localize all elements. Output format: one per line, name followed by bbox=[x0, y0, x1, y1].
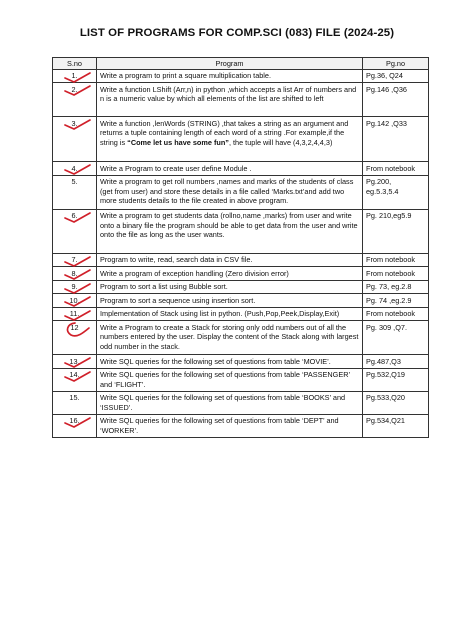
row-page-ref: From notebook bbox=[363, 307, 429, 321]
row-page-ref: Pg. 210,eg5.9 bbox=[363, 209, 429, 253]
row-program: Write a function LShift (Arr,n) in python ,which accepts a list Arr of numbers and n is a numeric value by which all elements of the list are shifted to left bbox=[97, 83, 363, 117]
row-sno bbox=[53, 162, 97, 176]
row-program: Write a Program to create user define Module . bbox=[97, 162, 363, 176]
row-sno bbox=[53, 307, 97, 321]
row-sno bbox=[53, 83, 97, 117]
page-header: Pg.no bbox=[363, 58, 429, 70]
row-sno-text: 5. bbox=[71, 177, 78, 186]
table-header-row bbox=[53, 58, 429, 70]
program-example-string: “Come let us have some fun” bbox=[127, 137, 229, 147]
row-sno bbox=[53, 253, 97, 267]
program-text: Write a function ,lenWords (STRING) ,that takes a string as an argument and returns a tuple containing length of each word of a string .For example,if the string is bbox=[100, 118, 349, 147]
row-program: Write SQL queries for the following set of questions from table ‘PASSENGER’ and ‘FLIGHT’. bbox=[97, 368, 363, 391]
table-row bbox=[53, 175, 429, 209]
row-sno bbox=[53, 209, 97, 253]
row-page-ref: From notebook bbox=[363, 267, 429, 281]
row-sno-text: 11. bbox=[69, 309, 80, 318]
row-sno bbox=[53, 69, 97, 83]
table-row bbox=[53, 83, 429, 117]
row-page-ref: From notebook bbox=[363, 162, 429, 176]
sno-header: S.no bbox=[53, 58, 97, 70]
row-program: Program to write, read, search data in CSV file. bbox=[97, 253, 363, 267]
row-page-ref: Pg.533,Q20 bbox=[363, 391, 429, 414]
row-sno-text: 9. bbox=[71, 282, 78, 291]
row-program: Write a program of exception handling (Zero division error) bbox=[97, 267, 363, 281]
row-sno-text: 12 bbox=[70, 322, 79, 332]
table-row bbox=[53, 162, 429, 176]
table-row bbox=[53, 69, 429, 83]
row-program: Write a Program to create a Stack for storing only odd numbers out of all the numbers entered by the user. Display the content of the Stack along with largest odd number in the stack. bbox=[97, 321, 363, 355]
row-sno bbox=[53, 414, 97, 437]
table-row bbox=[53, 368, 429, 391]
row-program: Write SQL queries for the following set of questions from table ‘BOOKS’ and ‘ISSUED’. bbox=[97, 391, 363, 414]
row-sno bbox=[53, 294, 97, 308]
row-program: Write a program to get students data (rollno,name ,marks) from user and write onto a binary file the program should be able to get data from the user and write onto the file as long as the user wants. bbox=[97, 209, 363, 253]
row-program: Implementation of Stack using list in python. (Push,Pop,Peek,Display,Exit) bbox=[97, 307, 363, 321]
document-title: LIST OF PROGRAMS FOR COMP.SCI (083) FILE (2024-25) bbox=[79, 27, 395, 39]
row-page-ref: From notebook bbox=[363, 253, 429, 267]
row-page-ref: Pg. 73, eg.2.8 bbox=[363, 280, 429, 294]
row-sno bbox=[53, 368, 97, 391]
row-page-ref: Pg.487,Q3 bbox=[363, 355, 429, 369]
table-row bbox=[53, 280, 429, 294]
row-sno bbox=[53, 175, 97, 209]
row-page-ref: Pg.36, Q24 bbox=[363, 69, 429, 83]
row-program: Program to sort a list using Bubble sort. bbox=[97, 280, 363, 294]
table-row bbox=[53, 294, 429, 308]
row-sno-text: 1. bbox=[71, 71, 78, 80]
table-row bbox=[53, 414, 429, 437]
row-sno bbox=[53, 355, 97, 369]
row-sno-text: 10. bbox=[69, 295, 80, 305]
table-row bbox=[53, 117, 429, 162]
table-row bbox=[53, 391, 429, 414]
row-sno-text: 2. bbox=[71, 84, 78, 94]
program-list-table bbox=[52, 57, 429, 438]
row-sno-text: 13. bbox=[69, 356, 80, 366]
row-sno bbox=[53, 117, 97, 162]
table-row bbox=[53, 267, 429, 281]
table-row bbox=[53, 355, 429, 369]
table-row bbox=[53, 253, 429, 267]
table-row bbox=[53, 307, 429, 321]
row-sno-text: 16. bbox=[69, 416, 80, 425]
row-page-ref: Pg. 309 ,Q7. bbox=[363, 321, 429, 355]
program-text-tail: , the tuple will have (4,3,2,4,4,3) bbox=[228, 137, 333, 147]
row-page-ref: Pg.532,Q19 bbox=[363, 368, 429, 391]
program-header: Program bbox=[97, 58, 363, 70]
table-body bbox=[53, 69, 429, 437]
row-page-ref: Pg.534,Q21 bbox=[363, 414, 429, 437]
row-sno-text: 6. bbox=[71, 211, 78, 220]
table-row bbox=[53, 321, 429, 355]
row-page-ref: Pg.200, eg.5.3,5.4 bbox=[363, 175, 429, 209]
row-sno-text: 8. bbox=[71, 268, 78, 278]
row-sno bbox=[53, 321, 97, 355]
row-sno-text: 4. bbox=[71, 163, 78, 173]
row-page-ref: Pg. 74 ,eg.2.9 bbox=[363, 294, 429, 308]
row-sno bbox=[53, 267, 97, 281]
row-sno-text: 7. bbox=[71, 255, 78, 264]
row-sno bbox=[53, 280, 97, 294]
row-sno-text: 14. bbox=[69, 370, 80, 379]
row-page-ref: Pg.142 ,Q33 bbox=[363, 117, 429, 162]
row-program: Write SQL queries for the following set of questions from table ‘MOVIE’. bbox=[97, 355, 363, 369]
row-sno-text: 3. bbox=[71, 118, 78, 128]
row-sno-text: 15. bbox=[69, 393, 80, 402]
row-program bbox=[97, 117, 363, 162]
row-program: Write a program to get roll numbers ,names and marks of the students of class (get from user) and store these details in a file called ‘Marks.txt’and add two more students details to the file created in above program. bbox=[97, 175, 363, 209]
table-row bbox=[53, 209, 429, 253]
row-program: Write SQL queries for the following set of questions from table ‘DEPT’ and ‘WORKER’. bbox=[97, 414, 363, 437]
row-program: Program to sort a sequence using insertion sort. bbox=[97, 294, 363, 308]
row-program: Write a program to print a square multiplication table. bbox=[97, 69, 363, 83]
row-sno bbox=[53, 391, 97, 414]
row-page-ref: Pg.146 ,Q36 bbox=[363, 83, 429, 117]
